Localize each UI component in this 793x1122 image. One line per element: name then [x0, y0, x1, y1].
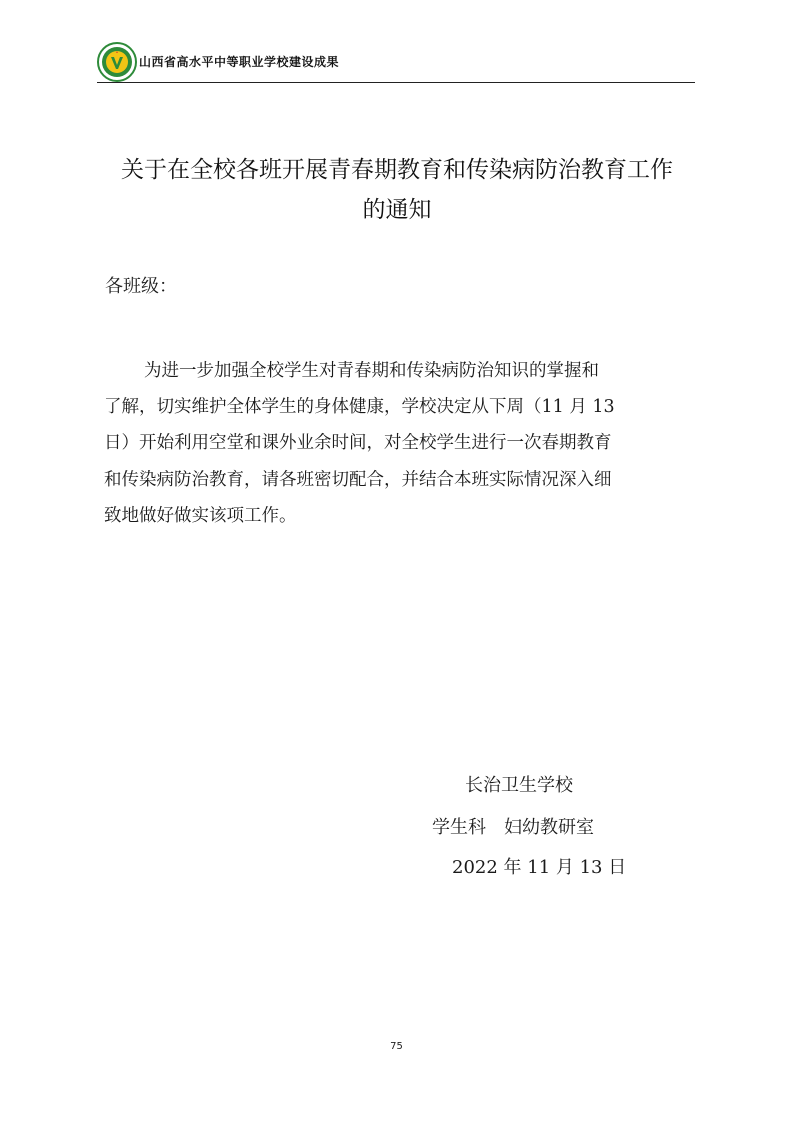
body-line: 了解，切实维护全体学生的身体健康，学校决定从下周（11 月 13	[104, 397, 615, 418]
body-line: 致地做好做实该项工作。	[104, 505, 297, 526]
salutation: 各班级：	[105, 276, 177, 297]
body-line: 日）开始利用空堂和课外业余时间，对全校学生进行一次春期教育	[104, 433, 612, 454]
signoff-date: 2022 年 11 月 13 日	[452, 857, 627, 878]
signoff-school: 长治卫生学校	[465, 775, 573, 796]
title-line: 的通知	[362, 197, 432, 223]
header-divider	[97, 82, 695, 83]
page-number: 75	[390, 1041, 403, 1052]
page-header	[97, 42, 695, 84]
body-line: 和传染病防治教育，请各班密切配合，并结合本班实际情况深入细	[104, 469, 612, 490]
body-line: 为进一步加强全校学生对青春期和传染病防治知识的掌握和	[144, 361, 599, 381]
title-line: 关于在全校各班开展青春期教育和传染病防治教育工作	[121, 157, 673, 183]
signoff-departments: 学生科 妇幼教研室	[432, 817, 594, 838]
school-emblem-icon	[97, 42, 137, 82]
body-paragraph	[104, 353, 694, 534]
document-title	[90, 150, 704, 230]
header-title: 山西省高水平中等职业学校建设成果	[139, 55, 340, 69]
